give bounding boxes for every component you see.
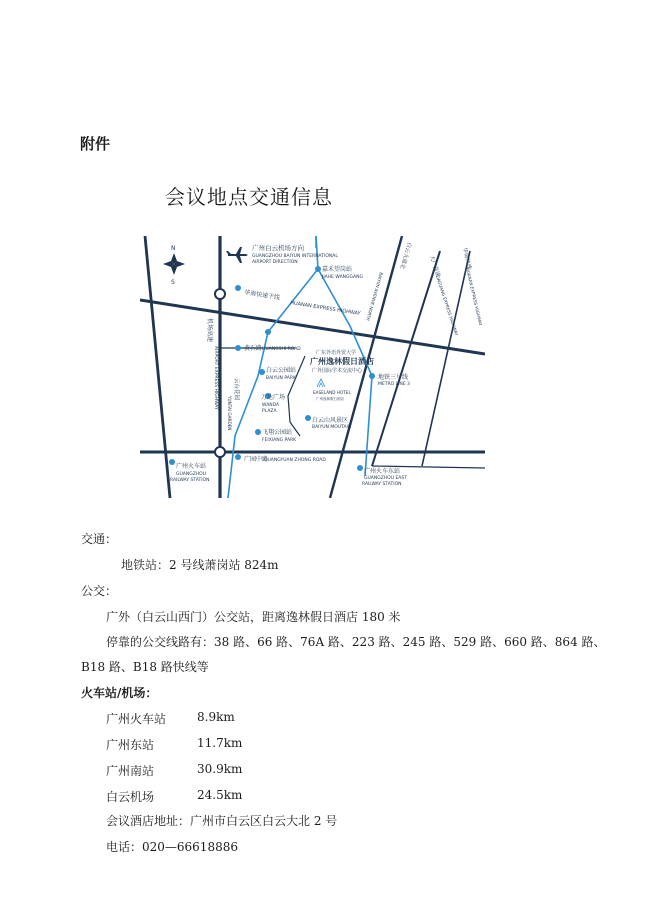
- station-distance: 11.7km: [197, 736, 243, 750]
- gzeast-label-en2: RAILWAY STATION: [362, 482, 402, 487]
- bus-routes-line-1: 停靠的公交线路有：38 路、66 路、76A 路、223 路、245 路、529 路、660 路、864 路、: [106, 635, 606, 649]
- airport-label-en2: AIRPORT DIRECTION: [252, 260, 298, 265]
- airport-label-en1: GUANGZHOU BAIYUN INTERNATIONAL: [252, 254, 338, 259]
- phone-number: 电话：020—66618886: [106, 840, 238, 854]
- huanan-label: 华南快速干线: [243, 289, 281, 302]
- dt-expwy-label-en: DAGUANG EXPRESS HIGHWAY: [435, 274, 460, 337]
- gzeast-label-en1: GUANGZHOU EAST: [364, 476, 407, 481]
- junction-south: [215, 447, 225, 457]
- station-distance: 8.9km: [197, 710, 235, 724]
- feixiang-label: 飞翔公园站: [262, 429, 293, 436]
- guangyuan-label: 广园中路: [244, 456, 269, 463]
- station-huanan: [235, 285, 241, 291]
- station-name: 广州南站: [106, 764, 155, 778]
- baiyunmt-label-en: BAIYUN MOUTAIN: [312, 425, 352, 430]
- station-feixiang: [255, 429, 261, 435]
- yuntai-label-en: YUNTAI GARDEN: [227, 396, 232, 431]
- station-distance: 30.9km: [197, 762, 243, 776]
- station-baiyunpark: [259, 369, 265, 375]
- station-baiyunmt: [305, 415, 311, 421]
- hotel-logo: EASELAND HOTEL: [313, 390, 351, 395]
- airport-label: 广州白云机场方向: [252, 244, 304, 252]
- airplane-icon: [226, 247, 248, 263]
- baiyun-ave-label-en: BAIYUN AVENUE NORTH: [365, 271, 384, 322]
- bus-routes-line-2: B18 路、B18 路快线等: [81, 660, 209, 674]
- station-gzrail: [169, 459, 175, 465]
- gzrail-label-en1: GUANGZHOU: [176, 472, 207, 477]
- station-heading: 火车站/机场：: [81, 686, 158, 700]
- gzeast-label: 广州火车东站: [364, 468, 401, 475]
- hotel-label: 广州逸林假日酒店: [310, 357, 374, 366]
- hnkc-label-en: HUANAN EXPRESS HIGHWAY: [465, 267, 484, 327]
- baiyunpark-label-en: BAIYUN PARK: [266, 376, 296, 381]
- huanan-label-en: HUANAN EXPRESS HIGHWAY: [289, 300, 361, 317]
- junction-north: [215, 289, 225, 299]
- station-jiahe: [315, 266, 321, 272]
- wanda-label-en2: PLAZA: [262, 409, 277, 414]
- baiyunpark-label: 白云公园站: [266, 367, 297, 374]
- metro-info: 地铁站：2 号线萧岗站 824m: [121, 558, 279, 572]
- station-gdfu: [265, 329, 271, 335]
- guangyuan-label-en: GUANGYUAN ZHONG ROAD: [264, 458, 326, 463]
- dt-expwy-label: 大广高速: [428, 254, 441, 278]
- station-name: 广州火车站: [106, 712, 167, 726]
- airport-expwy-label: 机场高速: [206, 318, 213, 343]
- hnkc-label: 华南快速: [461, 247, 472, 270]
- station-distance: 24.5km: [197, 788, 243, 802]
- page-title: 会议地点交通信息: [165, 185, 333, 209]
- traffic-heading: 交通：: [81, 532, 118, 546]
- metro3-label-en: METRO LINE 3: [378, 382, 410, 387]
- compass-icon: [163, 253, 185, 275]
- transit-map: [140, 236, 485, 498]
- wanda-label-en1: WANDA: [262, 403, 280, 408]
- station-guangyuan: [235, 454, 241, 460]
- huangshi-label-en: HUANGSHI ROAD: [262, 347, 301, 352]
- compass-s: S: [171, 279, 175, 286]
- hotel-logo-icon: [317, 379, 325, 387]
- station-huangshi: [235, 345, 241, 351]
- gzrail-label-en2: RAILWAY STATION: [170, 478, 210, 483]
- gdfu-label: 广东外语外贸大学: [316, 350, 357, 356]
- hotel-logo-cn: 广州逸林假日酒店: [316, 397, 344, 401]
- station-gzeast: [357, 465, 363, 471]
- baiyun-ave-label: 白云大道北: [398, 241, 412, 270]
- station-metro3: [369, 373, 375, 379]
- hotel-address: 会议酒店地址：广州市白云区白云大北 2 号: [106, 814, 338, 828]
- wanda-label: 万达广场: [261, 394, 286, 401]
- bus-stop-info: 广外（白云山西门）公交站，距离逸林假日酒店 180 米: [106, 610, 401, 624]
- metro3-label: 地铁三号线: [378, 374, 409, 381]
- baiyunmt-label: 白云山风景区: [312, 417, 349, 424]
- huangshi-label: 黄石路: [244, 345, 263, 352]
- jiahe-label-en: JIAHE WANGGANG: [322, 275, 363, 280]
- road-left: [145, 236, 170, 498]
- hotel-sub-label: 广外国际学术交流中心: [312, 368, 363, 374]
- station-name: 白云机场: [106, 790, 155, 804]
- feixiang-label-en: FEIXIANG PARK: [262, 438, 297, 443]
- compass-n: N: [171, 245, 176, 252]
- bus-heading: 公交：: [81, 584, 118, 598]
- station-name: 广州东站: [106, 738, 155, 752]
- yuntai-label: 云台花园: [233, 378, 239, 401]
- jiahe-label: 嘉禾望岗站: [322, 266, 353, 273]
- gzrail-label: 广州火车站: [176, 463, 207, 470]
- airport-expwy-label-en: AIRPORT EXPRESS HIGHWAY: [213, 346, 218, 410]
- attachment-label: 附件: [80, 135, 111, 153]
